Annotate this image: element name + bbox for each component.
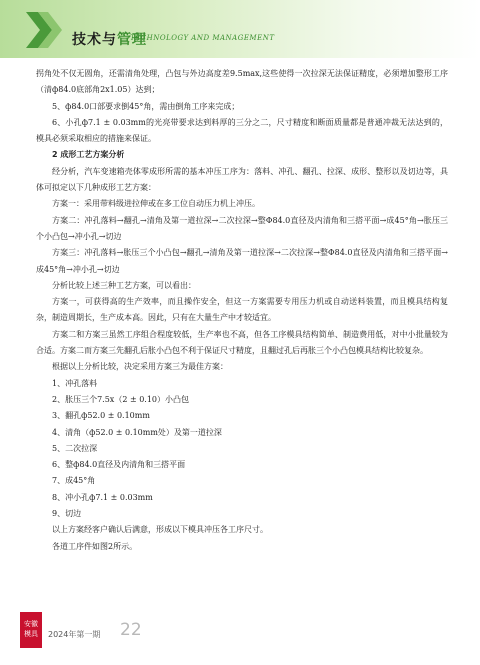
paragraph-plan-3: 方案三：冲孔落料→胀压三个小凸包→翻孔→清角及第一道拉深→二次拉深→整Φ84.0直径及内清角和三搭平面→成45°角→冲小孔→切边	[36, 248, 448, 274]
paragraph-item-6: 6、小孔ф7.1 ± 0.03mm的光亮带要求达到料厚的三分之二，尺寸精度和断面质量都是普通冲裁无法达到的，模具必须采取相应的措施来保证。	[36, 117, 448, 144]
paragraph-continuation: 拐角处不仅无圆角，还需清角处理，凸包与外边高度差9.5max,这些使得一次拉深无法保证精度，必须增加整形工序（清ф84.0底部角2x1.05）达到；	[36, 69, 448, 95]
chevron-logo-icon	[24, 8, 64, 52]
paragraph-item-5: 5、ф84.0口部要求倒45°角，需由倒角工序来完成；	[52, 101, 240, 111]
paragraph-plan-1: 方案一：采用带料级进拉伸或在多工位自动压力机上冲压。	[52, 199, 260, 209]
paragraph-compare: 分析比较上述三种工艺方案，可以看出：	[52, 280, 196, 290]
issue-label: 2024年第一期	[48, 630, 101, 639]
section-title-part2: 管理	[117, 32, 147, 48]
paragraph-analysis: 经分析，汽车变速箱壳体零成形所需的基本冲压工序为：落料、冲孔、翻孔、拉深、成形、整形以及切边等，具体可拟定以下几种成形工艺方案：	[36, 166, 448, 193]
list-item: 3、翻孔ф52.0 ± 0.10mm	[52, 411, 150, 421]
list-item: 2、胀压三个7.5x（2 ± 0.10）小凸包	[52, 394, 190, 404]
page-number: 22	[120, 620, 142, 640]
paragraph-plan-1-eval: 方案一，可获得高的生产效率，而且操作安全，但这一方案需要专用压力机或自动送料装置，而且模具结构复杂，制造周期长，生产成本高。因此，只有在大量生产中才较适宜。	[36, 297, 448, 323]
list-item: 5、二次拉深	[52, 443, 98, 453]
paragraph-figure-ref: 各道工序件如图2所示。	[52, 541, 138, 551]
paragraph-plan-2: 方案二：冲孔落料→翻孔→清角及第一道拉深→二次拉深→整Φ84.0直径及内清角和三搭平面→成45°角→胀压三个小凸包→冲小孔→切边	[36, 215, 448, 241]
badge-line-1: 安徽	[24, 620, 38, 628]
paragraph-confirmation: 以上方案经客户确认后满意，形成以下模具冲压各工序尺寸。	[52, 525, 268, 535]
list-item: 7、成45°角	[52, 476, 96, 486]
paragraph-decision: 根据以上分析比较，决定采用方案三为最佳方案：	[52, 362, 228, 372]
page-footer	[20, 612, 320, 648]
section-heading: 2 成形工艺方案分析	[52, 150, 125, 160]
section-subtitle-en: TECHNOLOGY AND MANAGEMENT	[130, 34, 275, 42]
list-item: 9、切边	[52, 509, 82, 519]
paragraph-plan-2-3-eval: 方案二和方案三虽然工序组合程度较低，生产率也不高，但各工序模具结构简单、制造费用低，对中小批量较为合适。方案二而方案三先翻孔后胀小凸包不利于保证尺寸精度，且翻过孔后再胀三个小凸包模具结构比较复杂。	[36, 329, 448, 356]
list-item: 1、冲孔落料	[52, 378, 98, 388]
badge-line-2: 模具	[24, 630, 38, 638]
article-body	[36, 66, 448, 555]
list-item: 6、整ф84.0直径及内清角和三搭平面	[52, 460, 186, 470]
list-item: 8、冲小孔ф7.1 ± 0.03mm	[52, 492, 153, 502]
section-title-part1: 技术与	[72, 32, 117, 48]
list-item: 4、清角（ф52.0 ± 0.10mm处）及第一道拉深	[52, 427, 222, 437]
journal-badge	[20, 612, 42, 648]
